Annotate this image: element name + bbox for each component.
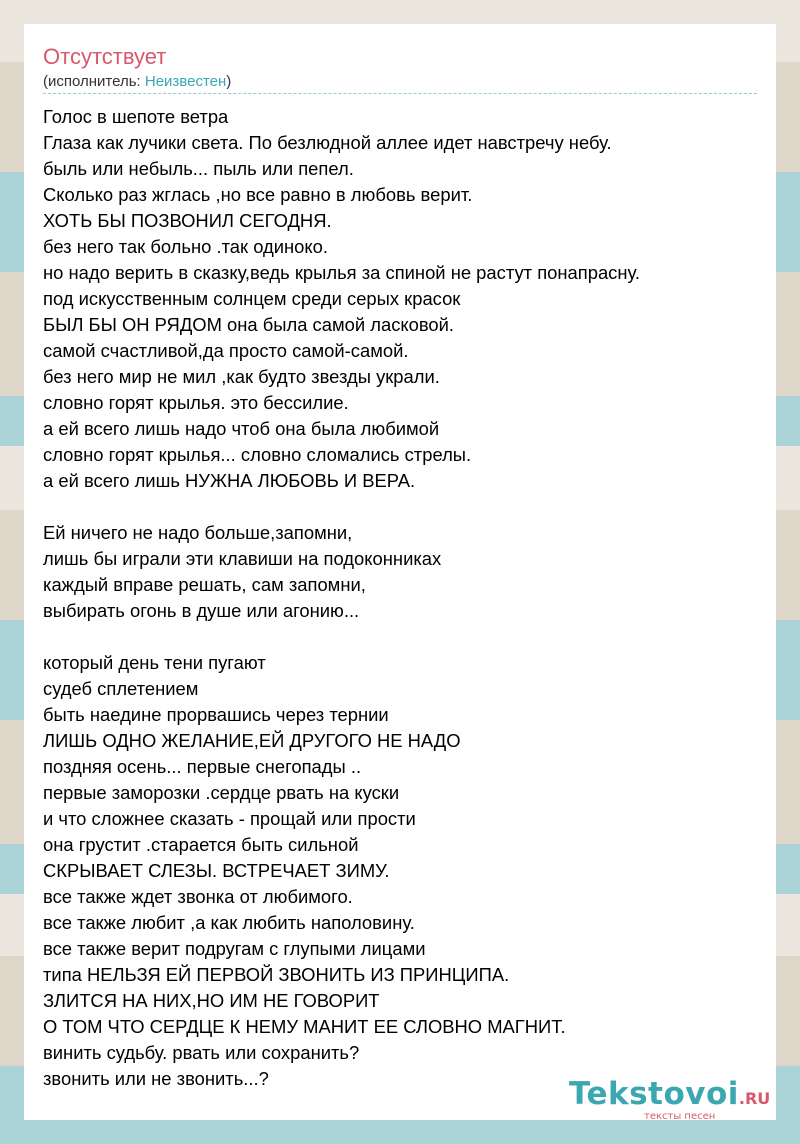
lyrics-line: а ей всего лишь НУЖНА ЛЮБОВЬ И ВЕРА.	[43, 470, 416, 491]
lyrics-line: без него так больно .так одиноко.	[43, 236, 328, 257]
lyrics-text	[43, 104, 757, 1092]
lyrics-line: ЗЛИТСЯ НА НИХ,НО ИМ НЕ ГОВОРИТ	[43, 990, 380, 1011]
lyrics-line: выбирать огонь в душе или агонию...	[43, 600, 360, 621]
lyrics-line: все также любит ,а как любить наполовину.	[43, 912, 415, 933]
lyrics-card	[24, 24, 776, 1120]
lyrics-line: словно горят крылья... словно сломались стрелы.	[43, 444, 472, 465]
lyrics-line: первые заморозки .сердце рвать на куски	[43, 782, 400, 803]
lyrics-line: все также верит подругам с глупыми лицами	[43, 938, 426, 959]
lyrics-line: словно горят крылья. это бессилие.	[43, 392, 349, 413]
logo-tagline: тексты песен	[644, 1111, 716, 1122]
lyrics-line: Сколько раз жглась ,но все равно в любовь верит.	[43, 184, 473, 205]
song-title: Отсутствует	[43, 44, 167, 69]
lyrics-line: поздняя осень... первые снегопады ..	[43, 756, 362, 777]
logo-tld: .RU	[738, 1089, 771, 1108]
lyrics-line: а ей всего лишь надо чтоб она была любимой	[43, 418, 440, 439]
lyrics-line: который день тени пугают	[43, 652, 266, 673]
lyrics-line: без него мир не мил ,как будто звезды украли.	[43, 366, 440, 387]
lyrics-line: винить судьбу. рвать или сохранить?	[43, 1042, 360, 1063]
lyrics-line: каждый вправе решать, сам запомни,	[43, 574, 366, 595]
lyrics-line: звонить или не звонить...?	[43, 1068, 269, 1089]
site-logo[interactable]	[569, 1076, 779, 1124]
lyrics-blank-line	[43, 624, 757, 650]
lyrics-line: лишь бы играли эти клавиши на подоконниках	[43, 548, 442, 569]
lyrics-line: ЛИШЬ ОДНО ЖЕЛАНИЕ,ЕЙ ДРУГОГО НЕ НАДО	[43, 730, 461, 751]
lyrics-line: ХОТЬ БЫ ПОЗВОНИЛ СЕГОДНЯ.	[43, 210, 332, 231]
lyrics-line: быть наедине прорвашись через тернии	[43, 704, 389, 725]
lyrics-line: СКРЫВАЕТ СЛЕЗЫ. ВСТРЕЧАЕТ ЗИМУ.	[43, 860, 390, 881]
lyrics-line: БЫЛ БЫ ОН РЯДОМ она была самой ласковой.	[43, 314, 455, 335]
artist-prefix: (исполнитель:	[43, 73, 145, 90]
lyrics-line: Голос в шепоте ветра	[43, 106, 229, 127]
lyrics-line: судеб сплетением	[43, 678, 199, 699]
lyrics-blank-line	[43, 494, 757, 520]
lyrics-line: все также ждет звонка от любимого.	[43, 886, 353, 907]
lyrics-line: Глаза как лучики света. По безлюдной аллее идет навстречу небу.	[43, 132, 612, 153]
artist-suffix: )	[226, 73, 232, 90]
lyrics-line: она грустит .старается быть сильной	[43, 834, 359, 855]
lyrics-line: Ей ничего не надо больше,запомни,	[43, 522, 353, 543]
lyrics-line: быль или небыль... пыль или пепел.	[43, 158, 354, 179]
lyrics-line: под искусственным солнцем среди серых красок	[43, 288, 461, 309]
lyrics-line: О ТОМ ЧТО СЕРДЦЕ К НЕМУ МАНИТ ЕЕ СЛОВНО МАГНИТ.	[43, 1016, 566, 1037]
title-divider	[43, 93, 757, 94]
logo-main-text: Tekstovoi	[569, 1076, 739, 1112]
artist-line	[43, 73, 231, 91]
lyrics-line: и что сложнее сказать - прощай или прости	[43, 808, 416, 829]
lyrics-line: самой счастливой,да просто самой-самой.	[43, 340, 409, 361]
lyrics-line: но надо верить в сказку,ведь крылья за спиной не растут понапрасну.	[43, 262, 640, 283]
lyrics-line: типа НЕЛЬЗЯ ЕЙ ПЕРВОЙ ЗВОНИТЬ ИЗ ПРИНЦИПА.	[43, 964, 510, 985]
artist-link[interactable]: Неизвестен	[144, 73, 227, 90]
